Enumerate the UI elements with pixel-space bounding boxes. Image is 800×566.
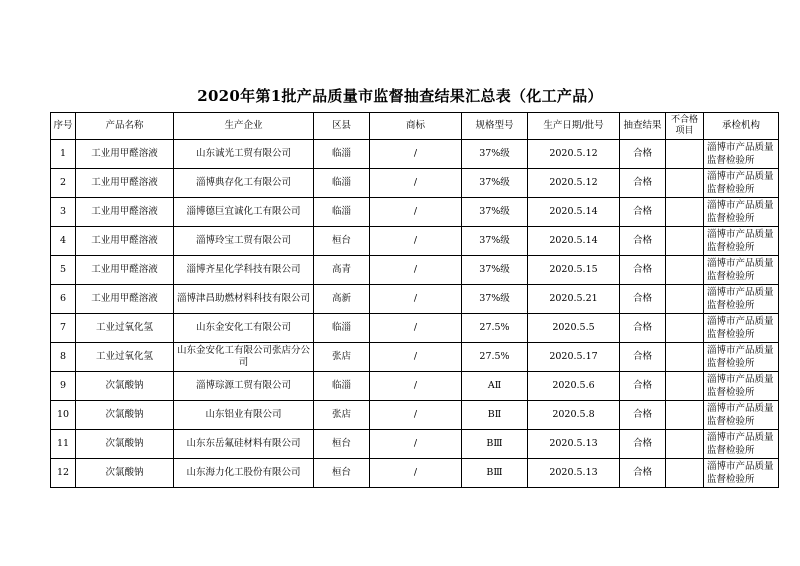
table-row: [51, 314, 779, 343]
table-row: [51, 430, 779, 459]
cell-spec: BⅢ: [462, 430, 528, 459]
table-row: [51, 459, 779, 488]
cell-date: 2020.5.14: [528, 227, 620, 256]
header-company: 生产企业: [174, 113, 314, 140]
cell-district: 临淄: [314, 314, 370, 343]
cell-product: 工业用甲醛溶液: [76, 227, 174, 256]
table-row: [51, 285, 779, 314]
cell-date: 2020.5.14: [528, 198, 620, 227]
cell-no: 4: [51, 227, 76, 256]
cell-company: 山东东岳氟硅材料有限公司: [174, 430, 314, 459]
table-row: [51, 169, 779, 198]
cell-date: 2020.5.17: [528, 343, 620, 372]
table-row: [51, 256, 779, 285]
cell-result: 合格: [620, 314, 666, 343]
cell-company: 淄博德巨宜诚化工有限公司: [174, 198, 314, 227]
cell-spec: 37%级: [462, 169, 528, 198]
cell-product: 工业过氧化氢: [76, 314, 174, 343]
cell-date: 2020.5.13: [528, 459, 620, 488]
cell-date: 2020.5.12: [528, 169, 620, 198]
cell-brand: /: [370, 430, 462, 459]
cell-district: 桓台: [314, 227, 370, 256]
header-district: 区县: [314, 113, 370, 140]
cell-nonconform: [666, 343, 704, 372]
cell-company: 山东铝业有限公司: [174, 401, 314, 430]
cell-result: 合格: [620, 198, 666, 227]
cell-brand: /: [370, 401, 462, 430]
cell-nonconform: [666, 430, 704, 459]
cell-product: 工业用甲醛溶液: [76, 256, 174, 285]
cell-result: 合格: [620, 459, 666, 488]
table-row: [51, 372, 779, 401]
cell-result: 合格: [620, 140, 666, 169]
header-nonconform-line1: 不合格: [670, 115, 698, 125]
cell-no: 1: [51, 140, 76, 169]
cell-company: 淄博齐星化学科技有限公司: [174, 256, 314, 285]
cell-spec: 27.5%: [462, 343, 528, 372]
cell-result: 合格: [620, 285, 666, 314]
cell-brand: /: [370, 285, 462, 314]
cell-product: 次氯酸钠: [76, 430, 174, 459]
cell-product: 次氯酸钠: [76, 372, 174, 401]
cell-company: 淄博玲宝工贸有限公司: [174, 227, 314, 256]
cell-brand: /: [370, 169, 462, 198]
cell-nonconform: [666, 198, 704, 227]
header-spec: 规格型号: [462, 113, 528, 140]
cell-spec: BⅢ: [462, 459, 528, 488]
cell-spec: 37%级: [462, 256, 528, 285]
cell-no: 3: [51, 198, 76, 227]
cell-spec: AⅡ: [462, 372, 528, 401]
cell-org: 淄博市产品质量监督检验所: [704, 372, 779, 401]
cell-product: 工业过氧化氢: [76, 343, 174, 372]
cell-company: 淄博琮源工贸有限公司: [174, 372, 314, 401]
cell-district: 临淄: [314, 372, 370, 401]
cell-nonconform: [666, 227, 704, 256]
cell-product: 次氯酸钠: [76, 401, 174, 430]
header-row: [51, 113, 779, 140]
cell-district: 张店: [314, 401, 370, 430]
header-nonconform: [666, 113, 704, 140]
cell-nonconform: [666, 285, 704, 314]
cell-company: 淄博典存化工有限公司: [174, 169, 314, 198]
header-date: 生产日期/批号: [528, 113, 620, 140]
cell-no: 2: [51, 169, 76, 198]
cell-product: 次氯酸钠: [76, 459, 174, 488]
cell-org: 淄博市产品质量监督检验所: [704, 169, 779, 198]
cell-date: 2020.5.13: [528, 430, 620, 459]
cell-org: 淄博市产品质量监督检验所: [704, 314, 779, 343]
cell-spec: 37%级: [462, 198, 528, 227]
cell-nonconform: [666, 314, 704, 343]
table-header: [51, 113, 779, 140]
cell-no: 12: [51, 459, 76, 488]
cell-nonconform: [666, 401, 704, 430]
cell-district: 临淄: [314, 140, 370, 169]
cell-date: 2020.5.12: [528, 140, 620, 169]
cell-company: 淄博津昌助燃材料科技有限公司: [174, 285, 314, 314]
cell-nonconform: [666, 459, 704, 488]
cell-product: 工业用甲醛溶液: [76, 169, 174, 198]
table-body: [51, 140, 779, 488]
cell-company: 山东诚光工贸有限公司: [174, 140, 314, 169]
cell-district: 临淄: [314, 169, 370, 198]
table-row: [51, 401, 779, 430]
cell-org: 淄博市产品质量监督检验所: [704, 198, 779, 227]
cell-brand: /: [370, 198, 462, 227]
cell-org: 淄博市产品质量监督检验所: [704, 227, 779, 256]
cell-date: 2020.5.5: [528, 314, 620, 343]
cell-result: 合格: [620, 401, 666, 430]
cell-product: 工业用甲醛溶液: [76, 285, 174, 314]
page-title: 2020年第1批产品质量市监督抽查结果汇总表（化工产品）: [197, 87, 603, 105]
cell-nonconform: [666, 372, 704, 401]
header-product: 产品名称: [76, 113, 174, 140]
cell-spec: 37%级: [462, 227, 528, 256]
cell-brand: /: [370, 314, 462, 343]
cell-org: 淄博市产品质量监督检验所: [704, 430, 779, 459]
cell-district: 张店: [314, 343, 370, 372]
cell-company: 山东金安化工有限公司张店分公司: [174, 343, 314, 372]
cell-date: 2020.5.21: [528, 285, 620, 314]
header-org: 承检机构: [704, 113, 779, 140]
cell-brand: /: [370, 140, 462, 169]
header-brand: 商标: [370, 113, 462, 140]
cell-date: 2020.5.15: [528, 256, 620, 285]
cell-result: 合格: [620, 256, 666, 285]
cell-nonconform: [666, 140, 704, 169]
cell-org: 淄博市产品质量监督检验所: [704, 285, 779, 314]
table-row: [51, 343, 779, 372]
cell-org: 淄博市产品质量监督检验所: [704, 401, 779, 430]
cell-result: 合格: [620, 372, 666, 401]
cell-company: 山东海力化工股份有限公司: [174, 459, 314, 488]
header-result: 抽查结果: [620, 113, 666, 140]
cell-district: 高新: [314, 285, 370, 314]
cell-district: 高青: [314, 256, 370, 285]
cell-org: 淄博市产品质量监督检验所: [704, 140, 779, 169]
cell-result: 合格: [620, 430, 666, 459]
cell-org: 淄博市产品质量监督检验所: [704, 256, 779, 285]
cell-no: 7: [51, 314, 76, 343]
cell-no: 5: [51, 256, 76, 285]
cell-org: 淄博市产品质量监督检验所: [704, 459, 779, 488]
cell-spec: 27.5%: [462, 314, 528, 343]
cell-district: 桓台: [314, 459, 370, 488]
header-nonconform-line2: 项目: [675, 126, 694, 136]
cell-brand: /: [370, 459, 462, 488]
cell-brand: /: [370, 343, 462, 372]
cell-spec: BⅡ: [462, 401, 528, 430]
table-row: [51, 198, 779, 227]
cell-brand: /: [370, 372, 462, 401]
header-no: 序号: [51, 113, 76, 140]
cell-spec: 37%级: [462, 285, 528, 314]
table-row: [51, 140, 779, 169]
cell-no: 10: [51, 401, 76, 430]
cell-no: 9: [51, 372, 76, 401]
cell-date: 2020.5.6: [528, 372, 620, 401]
cell-company: 山东金安化工有限公司: [174, 314, 314, 343]
cell-product: 工业用甲醛溶液: [76, 140, 174, 169]
cell-nonconform: [666, 256, 704, 285]
cell-brand: /: [370, 227, 462, 256]
cell-product: 工业用甲醛溶液: [76, 198, 174, 227]
cell-org: 淄博市产品质量监督检验所: [704, 343, 779, 372]
cell-result: 合格: [620, 169, 666, 198]
results-table: [50, 112, 779, 488]
cell-spec: 37%级: [462, 140, 528, 169]
cell-result: 合格: [620, 227, 666, 256]
cell-nonconform: [666, 169, 704, 198]
cell-district: 临淄: [314, 198, 370, 227]
cell-date: 2020.5.8: [528, 401, 620, 430]
cell-brand: /: [370, 256, 462, 285]
cell-district: 桓台: [314, 430, 370, 459]
cell-no: 8: [51, 343, 76, 372]
cell-no: 11: [51, 430, 76, 459]
cell-no: 6: [51, 285, 76, 314]
cell-result: 合格: [620, 343, 666, 372]
table-row: [51, 227, 779, 256]
